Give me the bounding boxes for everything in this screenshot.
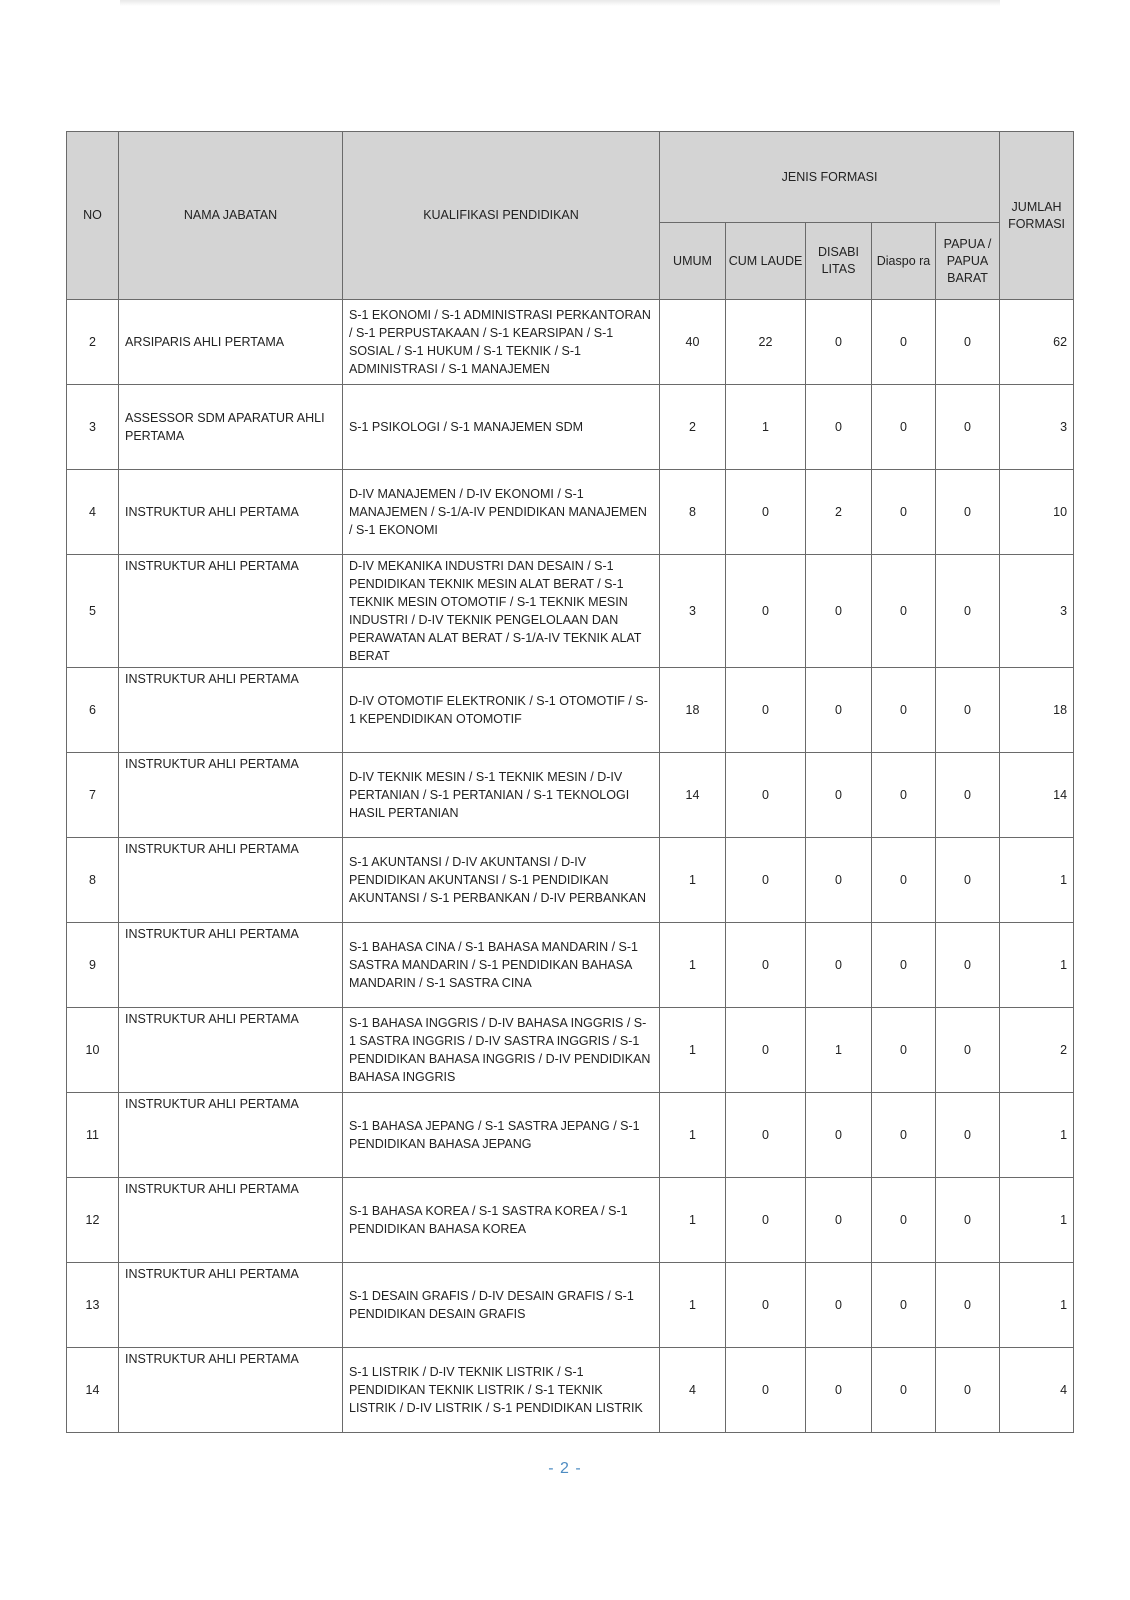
cell-jumlah: 2: [1000, 1008, 1074, 1093]
cell-papua: 0: [936, 1178, 1000, 1263]
cell-no: 14: [67, 1348, 119, 1433]
cell-diaspora: 0: [872, 1008, 936, 1093]
cell-diaspora: 0: [872, 1178, 936, 1263]
page-number: - 2 -: [548, 1460, 582, 1477]
cell-nama-jabatan: INSTRUKTUR AHLI PERTAMA: [119, 668, 343, 753]
cell-umum: 4: [660, 1348, 726, 1433]
cell-umum: 1: [660, 1093, 726, 1178]
cell-nama-jabatan: INSTRUKTUR AHLI PERTAMA: [119, 1093, 343, 1178]
cell-umum: 1: [660, 838, 726, 923]
cell-diaspora: 0: [872, 923, 936, 1008]
header-cum-laude: CUM LAUDE: [726, 223, 806, 300]
cell-kualifikasi: S-1 PSIKOLOGI / S-1 MANAJEMEN SDM: [343, 385, 660, 470]
cell-nama-jabatan: INSTRUKTUR AHLI PERTAMA: [119, 923, 343, 1008]
cell-cum-laude: 0: [726, 1178, 806, 1263]
cell-nama-jabatan: INSTRUKTUR AHLI PERTAMA: [119, 1263, 343, 1348]
cell-kualifikasi: S-1 BAHASA JEPANG / S-1 SASTRA JEPANG / S-1 PENDIDIKAN BAHASA JEPANG: [343, 1093, 660, 1178]
formasi-table: [66, 131, 1074, 1433]
table-row: [67, 1178, 1074, 1263]
cell-kualifikasi: S-1 BAHASA INGGRIS / D-IV BAHASA INGGRIS / S-1 SASTRA INGGRIS / D-IV SASTRA INGGRIS / S-1 PENDIDIKAN BAHASA INGGRIS / D-IV PENDIDIKAN BAHASA INGGRIS: [343, 1008, 660, 1093]
cell-no: 11: [67, 1093, 119, 1178]
cell-papua: 0: [936, 753, 1000, 838]
table-row: [67, 555, 1074, 668]
cell-disabilitas: 0: [806, 300, 872, 385]
cell-disabilitas: 1: [806, 1008, 872, 1093]
table-row: [67, 1008, 1074, 1093]
cell-disabilitas: 0: [806, 668, 872, 753]
cell-kualifikasi: S-1 AKUNTANSI / D-IV AKUNTANSI / D-IV PENDIDIKAN AKUNTANSI / S-1 PENDIDIKAN AKUNTANSI / S-1 PERBANKAN / D-IV PERBANKAN: [343, 838, 660, 923]
header-jumlah: JUMLAH FORMASI: [1000, 132, 1074, 300]
table-row: [67, 1348, 1074, 1433]
header-diaspora: Diaspo ra: [872, 223, 936, 300]
cell-kualifikasi: S-1 EKONOMI / S-1 ADMINISTRASI PERKANTORAN / S-1 PERPUSTAKAAN / S-1 KEARSIPAN / S-1 SOSIAL / S-1 HUKUM / S-1 TEKNIK / S-1 ADMINISTRASI / S-1 MANAJEMEN: [343, 300, 660, 385]
cell-disabilitas: 0: [806, 1348, 872, 1433]
cell-no: 3: [67, 385, 119, 470]
cell-papua: 0: [936, 1348, 1000, 1433]
cell-cum-laude: 22: [726, 300, 806, 385]
cell-disabilitas: 0: [806, 1178, 872, 1263]
cell-nama-jabatan: ARSIPARIS AHLI PERTAMA: [119, 300, 343, 385]
table-row: [67, 300, 1074, 385]
cell-nama-jabatan: INSTRUKTUR AHLI PERTAMA: [119, 470, 343, 555]
cell-umum: 40: [660, 300, 726, 385]
cell-jumlah: 3: [1000, 555, 1074, 668]
cell-nama-jabatan: INSTRUKTUR AHLI PERTAMA: [119, 753, 343, 838]
cell-papua: 0: [936, 555, 1000, 668]
cell-diaspora: 0: [872, 1093, 936, 1178]
cell-cum-laude: 0: [726, 753, 806, 838]
cell-jumlah: 1: [1000, 838, 1074, 923]
cell-no: 10: [67, 1008, 119, 1093]
table-row: [67, 923, 1074, 1008]
cell-diaspora: 0: [872, 838, 936, 923]
cell-diaspora: 0: [872, 753, 936, 838]
cell-disabilitas: 0: [806, 753, 872, 838]
cell-cum-laude: 0: [726, 1348, 806, 1433]
cell-jumlah: 1: [1000, 923, 1074, 1008]
table-row: [67, 385, 1074, 470]
cell-papua: 0: [936, 838, 1000, 923]
cell-jumlah: 1: [1000, 1093, 1074, 1178]
cell-no: 8: [67, 838, 119, 923]
cell-disabilitas: 0: [806, 1263, 872, 1348]
cell-no: 6: [67, 668, 119, 753]
cell-jumlah: 14: [1000, 753, 1074, 838]
cell-papua: 0: [936, 1008, 1000, 1093]
header-no: NO: [67, 132, 119, 300]
cell-papua: 0: [936, 1263, 1000, 1348]
table-row: [67, 668, 1074, 753]
cell-kualifikasi: D-IV MEKANIKA INDUSTRI DAN DESAIN / S-1 PENDIDIKAN TEKNIK MESIN ALAT BERAT / S-1 TEKNIK MESIN OTOMOTIF / S-1 TEKNIK MESIN INDUSTRI / D-IV TEKNIK PENGELOLAAN DAN PERAWATAN ALAT BERAT / S-1/A-IV TEKNIK ALAT BERAT: [343, 555, 660, 668]
cell-nama-jabatan: INSTRUKTUR AHLI PERTAMA: [119, 555, 343, 668]
cell-kualifikasi: S-1 LISTRIK / D-IV TEKNIK LISTRIK / S-1 PENDIDIKAN TEKNIK LISTRIK / S-1 TEKNIK LISTRIK / D-IV LISTRIK / S-1 PENDIDIKAN LISTRIK: [343, 1348, 660, 1433]
cell-kualifikasi: S-1 BAHASA CINA / S-1 BAHASA MANDARIN / S-1 SASTRA MANDARIN / S-1 PENDIDIKAN BAHASA MANDARIN / S-1 SASTRA CINA: [343, 923, 660, 1008]
cell-diaspora: 0: [872, 1263, 936, 1348]
cell-diaspora: 0: [872, 1348, 936, 1433]
cell-cum-laude: 0: [726, 1093, 806, 1178]
table-row: [67, 838, 1074, 923]
header-umum: UMUM: [660, 223, 726, 300]
cell-cum-laude: 0: [726, 1008, 806, 1093]
header-nama-jabatan: NAMA JABATAN: [119, 132, 343, 300]
header-papua: PAPUA / PAPUA BARAT: [936, 223, 1000, 300]
header-disabilitas: DISABI LITAS: [806, 223, 872, 300]
cell-nama-jabatan: INSTRUKTUR AHLI PERTAMA: [119, 838, 343, 923]
cell-nama-jabatan: INSTRUKTUR AHLI PERTAMA: [119, 1178, 343, 1263]
cell-cum-laude: 0: [726, 923, 806, 1008]
cell-kualifikasi: D-IV MANAJEMEN / D-IV EKONOMI / S-1 MANAJEMEN / S-1/A-IV PENDIDIKAN MANAJEMEN / S-1 EKONOMI: [343, 470, 660, 555]
cell-kualifikasi: D-IV TEKNIK MESIN / S-1 TEKNIK MESIN / D-IV PERTANIAN / S-1 PERTANIAN / S-1 TEKNOLOGI HASIL PERTANIAN: [343, 753, 660, 838]
cell-diaspora: 0: [872, 300, 936, 385]
cell-diaspora: 0: [872, 555, 936, 668]
cell-disabilitas: 2: [806, 470, 872, 555]
cell-nama-jabatan: INSTRUKTUR AHLI PERTAMA: [119, 1008, 343, 1093]
cell-diaspora: 0: [872, 668, 936, 753]
cell-cum-laude: 0: [726, 555, 806, 668]
cell-jumlah: 1: [1000, 1263, 1074, 1348]
cell-umum: 2: [660, 385, 726, 470]
cell-nama-jabatan: INSTRUKTUR AHLI PERTAMA: [119, 1348, 343, 1433]
cell-umum: 8: [660, 470, 726, 555]
cell-papua: 0: [936, 923, 1000, 1008]
cell-jumlah: 62: [1000, 300, 1074, 385]
cell-umum: 14: [660, 753, 726, 838]
cell-cum-laude: 0: [726, 470, 806, 555]
cell-umum: 1: [660, 1178, 726, 1263]
cell-jumlah: 4: [1000, 1348, 1074, 1433]
cell-papua: 0: [936, 1093, 1000, 1178]
cell-kualifikasi: S-1 BAHASA KOREA / S-1 SASTRA KOREA / S-1 PENDIDIKAN BAHASA KOREA: [343, 1178, 660, 1263]
cell-no: 7: [67, 753, 119, 838]
cell-cum-laude: 1: [726, 385, 806, 470]
cell-disabilitas: 0: [806, 385, 872, 470]
cell-nama-jabatan: ASSESSOR SDM APARATUR AHLI PERTAMA: [119, 385, 343, 470]
table-body: [67, 300, 1074, 1433]
cell-disabilitas: 0: [806, 923, 872, 1008]
cell-jumlah: 1: [1000, 1178, 1074, 1263]
cell-jumlah: 18: [1000, 668, 1074, 753]
cell-papua: 0: [936, 300, 1000, 385]
cell-umum: 1: [660, 1263, 726, 1348]
cell-no: 13: [67, 1263, 119, 1348]
cell-kualifikasi: D-IV OTOMOTIF ELEKTRONIK / S-1 OTOMOTIF / S-1 KEPENDIDIKAN OTOMOTIF: [343, 668, 660, 753]
cell-no: 4: [67, 470, 119, 555]
table-row: [67, 1093, 1074, 1178]
cell-kualifikasi: S-1 DESAIN GRAFIS / D-IV DESAIN GRAFIS / S-1 PENDIDIKAN DESAIN GRAFIS: [343, 1263, 660, 1348]
cell-no: 5: [67, 555, 119, 668]
cell-diaspora: 0: [872, 470, 936, 555]
cell-umum: 18: [660, 668, 726, 753]
cell-disabilitas: 0: [806, 555, 872, 668]
cell-disabilitas: 0: [806, 1093, 872, 1178]
cell-cum-laude: 0: [726, 668, 806, 753]
cell-umum: 1: [660, 1008, 726, 1093]
cell-cum-laude: 0: [726, 1263, 806, 1348]
table-row: [67, 1263, 1074, 1348]
cell-disabilitas: 0: [806, 838, 872, 923]
cell-no: 12: [67, 1178, 119, 1263]
table-row: [67, 753, 1074, 838]
cell-papua: 0: [936, 668, 1000, 753]
scan-edge: [120, 0, 1000, 6]
cell-diaspora: 0: [872, 385, 936, 470]
cell-jumlah: 10: [1000, 470, 1074, 555]
cell-jumlah: 3: [1000, 385, 1074, 470]
cell-papua: 0: [936, 470, 1000, 555]
header-jenis-formasi: JENIS FORMASI: [660, 132, 1000, 223]
header-kualifikasi: KUALIFIKASI PENDIDIKAN: [343, 132, 660, 300]
cell-no: 9: [67, 923, 119, 1008]
cell-no: 2: [67, 300, 119, 385]
table-row: [67, 470, 1074, 555]
cell-cum-laude: 0: [726, 838, 806, 923]
cell-umum: 3: [660, 555, 726, 668]
cell-umum: 1: [660, 923, 726, 1008]
cell-papua: 0: [936, 385, 1000, 470]
